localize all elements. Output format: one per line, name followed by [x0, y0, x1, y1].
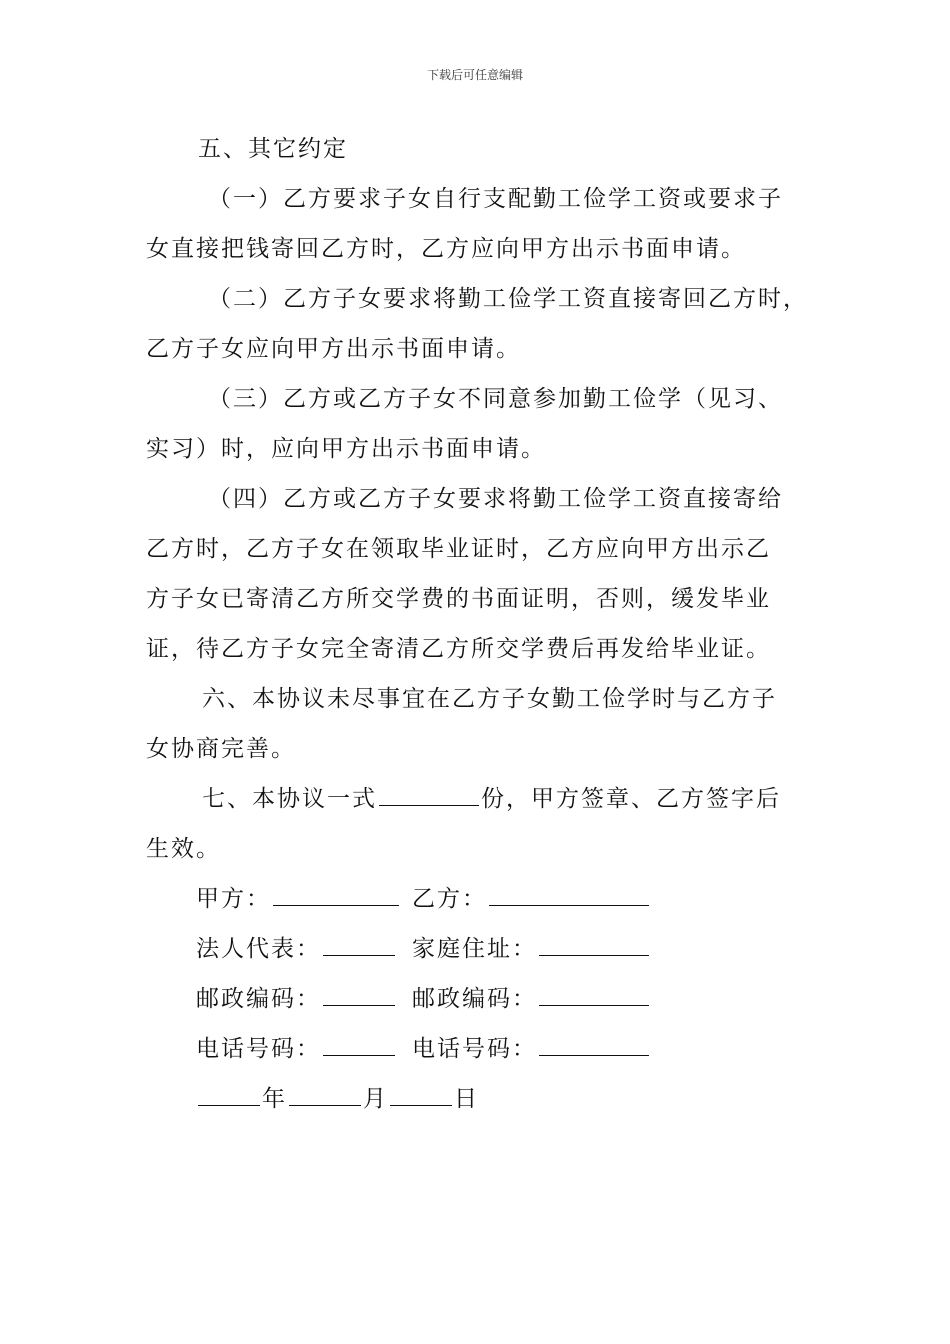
section-five-title: 五、其它约定	[198, 136, 348, 162]
signature-row-parties	[146, 874, 806, 924]
party-a-label: 甲方：	[196, 886, 271, 912]
section-seven-line-1	[146, 774, 806, 824]
signature-row-date	[146, 1074, 806, 1124]
postal-code-a-label: 邮政编码：	[196, 986, 321, 1012]
section-seven-line-2: 生效。	[146, 836, 221, 862]
year-label: 年	[262, 1086, 287, 1112]
legal-rep-label: 法人代表：	[196, 936, 321, 962]
month-blank[interactable]	[289, 1083, 361, 1106]
signature-row-postal	[146, 974, 806, 1024]
item-3-line-1: （三）乙方或乙方子女不同意参加勤工俭学（见习、	[208, 386, 783, 412]
signature-row-rep-address	[146, 924, 806, 974]
phone-a-label: 电话号码：	[196, 1036, 321, 1062]
item-4-line-4: 证，待乙方子女完全寄清乙方所交学费后再发给毕业证。	[146, 636, 771, 662]
home-address-blank[interactable]	[539, 933, 649, 956]
home-address-label: 家庭住址：	[412, 936, 537, 962]
item-4-line-3: 方子女已寄清乙方所交学费的书面证明，否则，缓发毕业	[146, 586, 771, 612]
item-2-line-1: （二）乙方子女要求将勤工俭学工资直接寄回乙方时，	[208, 286, 808, 312]
seven-prefix: 七、本协议一式	[202, 786, 377, 812]
party-b-label: 乙方：	[412, 886, 487, 912]
item-2-line-2: 乙方子女应向甲方出示书面申请。	[146, 336, 521, 362]
section-six-line-2: 女协商完善。	[146, 736, 296, 762]
month-label: 月	[363, 1086, 388, 1112]
phone-b-label: 电话号码：	[412, 1036, 537, 1062]
day-blank[interactable]	[390, 1083, 452, 1106]
year-blank[interactable]	[198, 1083, 260, 1106]
phone-a-blank[interactable]	[323, 1033, 395, 1056]
item-4-line-1: （四）乙方或乙方子女要求将勤工俭学工资直接寄给	[208, 486, 783, 512]
seven-suffix: 份，甲方签章、乙方签字后	[481, 786, 781, 812]
page-header: 下载后可任意编辑	[426, 68, 523, 82]
signature-row-phone	[146, 1024, 806, 1074]
section-six-line-1: 六、本协议未尽事宜在乙方子女勤工俭学时与乙方子	[202, 686, 777, 712]
legal-rep-blank[interactable]	[323, 933, 395, 956]
day-label: 日	[454, 1086, 479, 1112]
item-1-line-1: （一）乙方要求子女自行支配勤工俭学工资或要求子	[208, 186, 783, 212]
copies-blank[interactable]	[379, 783, 479, 806]
item-4-line-2: 乙方时，乙方子女在领取毕业证时，乙方应向甲方出示乙	[146, 536, 771, 562]
party-a-blank[interactable]	[273, 883, 399, 906]
postal-code-b-blank[interactable]	[539, 983, 649, 1006]
phone-b-blank[interactable]	[539, 1033, 649, 1056]
item-3-line-2: 实习）时，应向甲方出示书面申请。	[146, 436, 546, 462]
item-1-line-2: 女直接把钱寄回乙方时，乙方应向甲方出示书面申请。	[146, 236, 746, 262]
document-body	[146, 124, 806, 1124]
postal-code-a-blank[interactable]	[323, 983, 395, 1006]
party-b-blank[interactable]	[489, 883, 649, 906]
postal-code-b-label: 邮政编码：	[412, 986, 537, 1012]
